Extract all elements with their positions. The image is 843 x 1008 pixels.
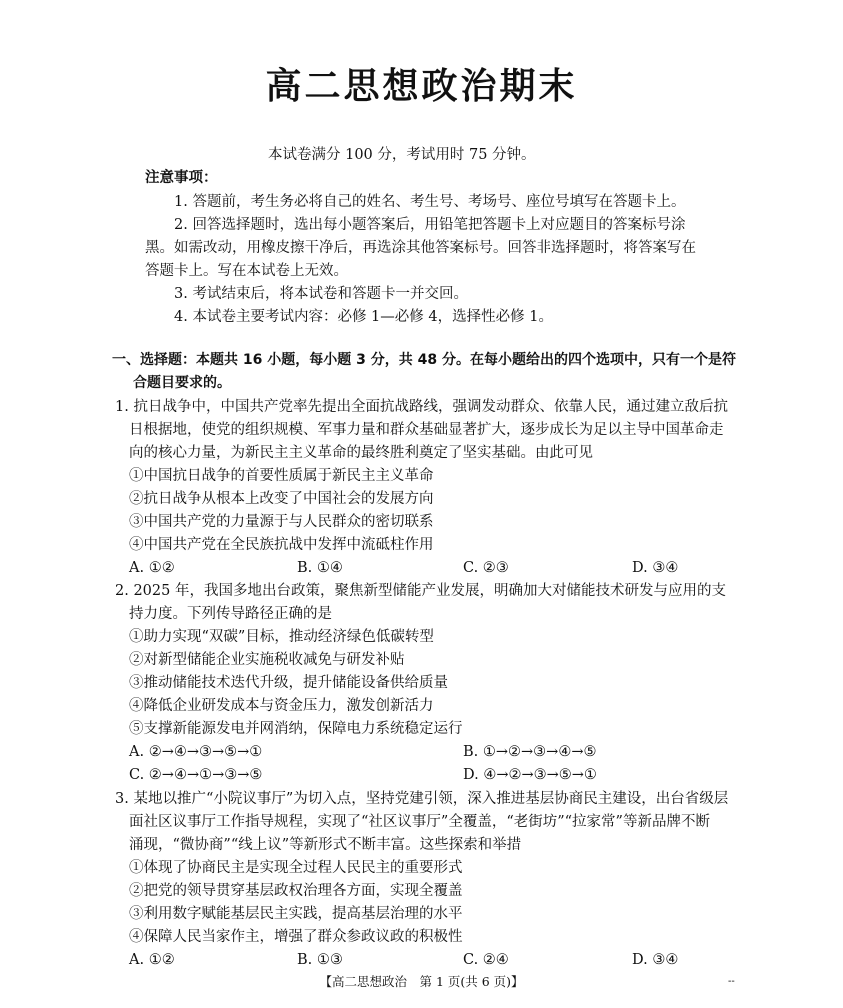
notice-line-4: 答题卡上。写在本试卷上无效。 (145, 263, 348, 279)
notice-heading: 注意事项： (145, 170, 218, 186)
q1-option-a: A. ①② (129, 560, 175, 576)
q2-item-4: ④降低企业研发成本与资金压力，激发创新活力 (129, 698, 434, 714)
q3-item-1: ①体现了协商民主是实现全过程人民民主的重要形式 (129, 860, 463, 876)
q1-option-d: D. ③④ (632, 560, 679, 576)
q1-stem-2: 日根据地，使党的组织规模、军事力量和群众基础显著扩大，逐步成长为足以主导中国革命走 (129, 422, 724, 438)
section-heading-cont: 合题目要求的。 (133, 375, 231, 391)
section-heading: 一、选择题：本题共 16 小题，每小题 3 分，共 48 分。在每小题给出的四个选项中，只有一个是符 (112, 352, 736, 368)
q3-stem-1: 3. 某地以推广“小院议事厅”为切入点，坚持党建引领，深入推进基层协商民主建设，出台省级层 (115, 791, 729, 807)
q1-item-3: ③中国共产党的力量源于与人民群众的密切联系 (129, 514, 434, 530)
q1-item-4: ④中国共产党在全民族抗战中发挥中流砥柱作用 (129, 537, 434, 553)
notice-line-2: 2. 回答选择题时，选出每小题答案后，用铅笔把答题卡上对应题目的答案标号涂 (174, 217, 686, 233)
q2-stem-2: 持力度。下列传导路径正确的是 (129, 606, 332, 622)
q2-option-d: D. ④→②→③→⑤→① (463, 767, 597, 783)
q2-option-b: B. ①→②→③→④→⑤ (463, 744, 597, 760)
exam-title: 高二思想政治期末 (265, 66, 578, 107)
q2-stem-1: 2. 2025 年，我国多地出台政策，聚焦新型储能产业发展，明确加大对储能技术研发与应用的支 (115, 583, 726, 599)
q3-option-b: B. ①③ (297, 952, 343, 968)
q1-option-c: C. ②③ (463, 560, 509, 576)
q2-item-3: ③推动储能技术迭代升级，提升储能设备供给质量 (129, 675, 448, 691)
q3-option-d: D. ③④ (632, 952, 679, 968)
q2-item-1: ①助力实现“双碳”目标，推动经济绿色低碳转型 (129, 629, 434, 645)
q2-item-2: ②对新型储能企业实施税收减免与研发补贴 (129, 652, 405, 668)
q2-option-a: A. ②→④→③→⑤→① (129, 744, 263, 760)
q1-item-2: ②抗日战争从根本上改变了中国社会的发展方向 (129, 491, 434, 507)
notice-line-5: 3. 考试结束后，将本试卷和答题卡一并交回。 (174, 286, 468, 302)
notice-line-3: 黑。如需改动，用橡皮擦干净后，再选涂其他答案标号。回答非选择题时，将答案写在 (145, 240, 696, 256)
q3-option-c: C. ②④ (463, 952, 509, 968)
q1-option-b: B. ①④ (297, 560, 343, 576)
q3-item-2: ②把党的领导贯穿基层政权治理各方面，实现全覆盖 (129, 883, 463, 899)
q1-stem-3: 向的核心力量，为新民主主义革命的最终胜利奠定了坚实基础。由此可见 (129, 445, 593, 461)
notice-line-6: 4. 本试卷主要考试内容：必修 1—必修 4，选择性必修 1。 (174, 309, 553, 325)
q3-item-3: ③利用数字赋能基层民主实践，提高基层治理的水平 (129, 906, 463, 922)
q2-option-c: C. ②→④→①→③→⑤ (129, 767, 263, 783)
footer-mark: -- (728, 976, 735, 987)
q1-stem-1: 1. 抗日战争中，中国共产党率先提出全面抗战路线，强调发动群众、依靠人民，通过建立敌后抗 (115, 399, 728, 415)
q3-stem-3: 涌现，“微协商”“线上议”等新形式不断丰富。这些探索和举措 (129, 837, 522, 853)
q3-stem-2: 面社区议事厅工作指导规程，实现了“社区议事厅”全覆盖，“老街坊”“拉家常”等新品牌不断 (129, 814, 710, 830)
q3-option-a: A. ①② (129, 952, 175, 968)
notice-line-1: 1. 答题前，考生务必将自己的姓名、考生号、考场号、座位号填写在答题卡上。 (174, 194, 686, 210)
q1-item-1: ①中国抗日战争的首要性质属于新民主主义革命 (129, 468, 434, 484)
score-line: 本试卷满分 100 分，考试用时 75 分钟。 (268, 147, 536, 163)
page-footer: 【高二思想政治 第 1 页(共 6 页)】 (319, 974, 524, 989)
q3-item-4: ④保障人民当家作主，增强了群众参政议政的积极性 (129, 929, 463, 945)
q2-item-5: ⑤支撑新能源发电并网消纳，保障电力系统稳定运行 (129, 721, 463, 737)
